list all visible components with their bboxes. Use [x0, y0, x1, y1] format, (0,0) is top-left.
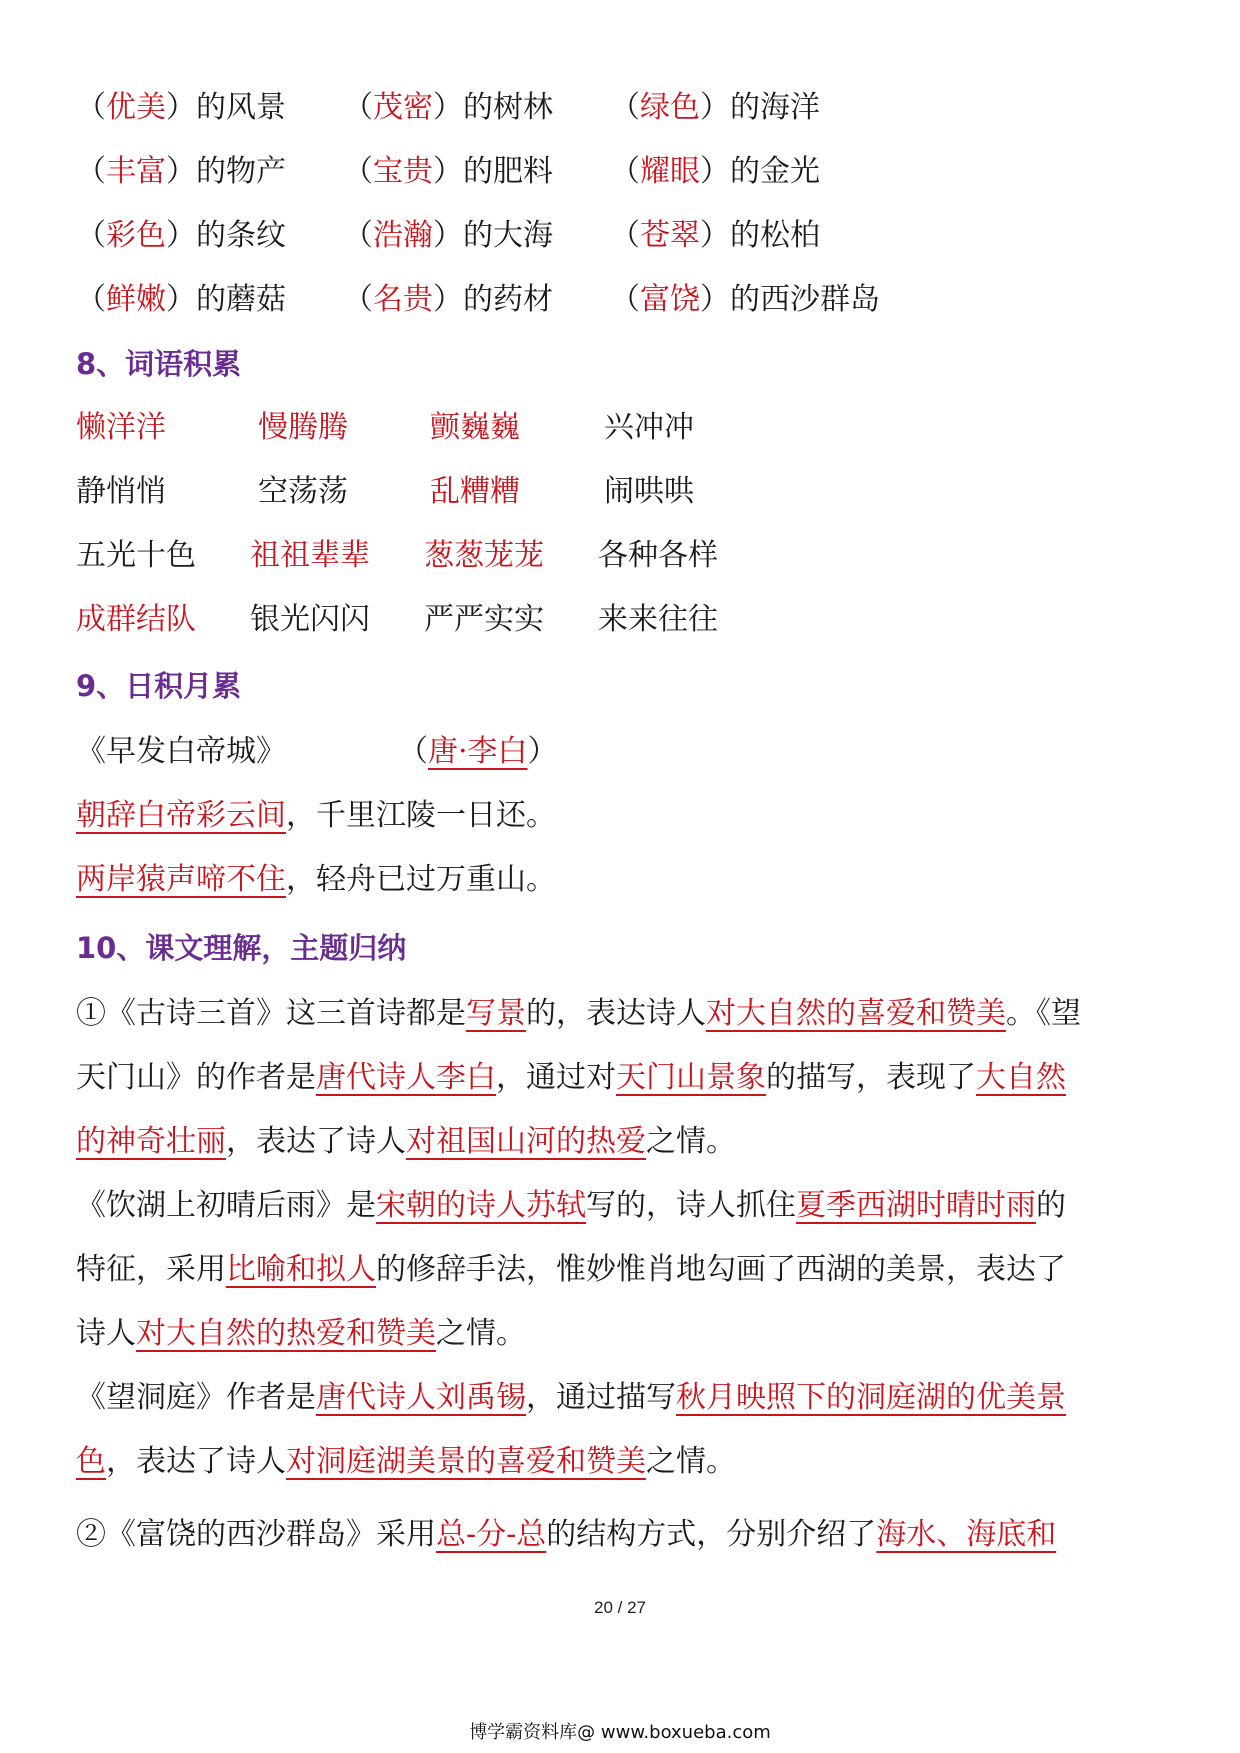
- page-number: 20 / 27: [594, 1598, 646, 1617]
- poem-line: 朝辞白帝彩云间，千里江陵一日还。: [76, 798, 556, 833]
- word: 各种各样: [598, 538, 718, 573]
- word: 银光闪闪: [250, 602, 370, 637]
- word: 成群结队: [76, 602, 196, 637]
- word: 懒洋洋: [76, 410, 166, 445]
- phrase: （耀眼）的金光: [610, 154, 820, 189]
- section-heading: 9、日积月累: [76, 669, 242, 703]
- word: 空荡荡: [258, 474, 348, 509]
- paragraph-line: 的神奇壮丽，表达了诗人对祖国山河的热爱之情。: [76, 1124, 736, 1159]
- phrase: （绿色）的海洋: [610, 90, 820, 125]
- phrase: （丰富）的物产: [76, 154, 286, 189]
- word: 乱糟糟: [430, 474, 520, 509]
- paragraph-line: ①《古诗三首》这三首诗都是写景的，表达诗人对大自然的喜爱和赞美。《望: [76, 996, 1081, 1031]
- poem-author: 唐·李白: [428, 734, 528, 769]
- paragraph-line: 天门山》的作者是唐代诗人李白，通过对天门山景象的描写，表现了大自然: [76, 1060, 1066, 1095]
- paragraph-line: 诗人对大自然的热爱和赞美之情。: [76, 1316, 526, 1351]
- word: 葱葱茏茏: [424, 538, 544, 573]
- phrase: （浩瀚）的大海: [343, 218, 553, 253]
- paragraph-line: 特征，采用比喻和拟人的修辞手法，惟妙惟肖地勾画了西湖的美景，表达了: [76, 1252, 1066, 1287]
- word: 五光十色: [76, 538, 196, 573]
- word: 慢腾腾: [258, 410, 348, 445]
- phrase: （优美）的风景: [76, 90, 286, 125]
- poem-line: 两岸猿声啼不住，轻舟已过万重山。: [76, 862, 556, 897]
- phrase: （茂密）的树林: [343, 90, 553, 125]
- word: 祖祖辈辈: [250, 538, 370, 573]
- phrase: （鲜嫩）的蘑菇: [76, 282, 286, 317]
- phrase: （宝贵）的肥料: [343, 154, 553, 189]
- word: 兴冲冲: [604, 410, 694, 445]
- phrase: （名贵）的药材: [343, 282, 553, 317]
- paragraph-line: 色，表达了诗人对洞庭湖美景的喜爱和赞美之情。: [76, 1444, 736, 1479]
- paragraph-line: 《望洞庭》作者是唐代诗人刘禹锡，通过描写秋月映照下的洞庭湖的优美景: [76, 1380, 1066, 1415]
- section-heading: 10、课文理解，主题归纳: [76, 931, 407, 965]
- word: 静悄悄: [76, 474, 166, 509]
- phrase: （富饶）的西沙群岛: [610, 282, 880, 317]
- poem-title: 《早发白帝城》: [76, 734, 286, 769]
- word: 闹哄哄: [604, 474, 694, 509]
- word: 严严实实: [424, 602, 544, 637]
- paragraph-line: ②《富饶的西沙群岛》采用总-分-总的结构方式，分别介绍了海水、海底和: [76, 1517, 1057, 1552]
- phrase: （彩色）的条纹: [76, 218, 286, 253]
- paragraph-line: 《饮湖上初晴后雨》是宋朝的诗人苏轼写的，诗人抓住夏季西湖时晴时雨的: [76, 1188, 1066, 1223]
- poem-title-line: 《早发白帝城》 （唐·李白）: [76, 734, 558, 769]
- phrase: （苍翠）的松柏: [610, 218, 820, 253]
- watermark-footer: 博学霸资料库@ www.boxueba.com: [469, 1722, 771, 1743]
- section-heading: 8、词语积累: [76, 347, 242, 381]
- word: 颤巍巍: [430, 410, 520, 445]
- word: 来来往往: [598, 602, 718, 637]
